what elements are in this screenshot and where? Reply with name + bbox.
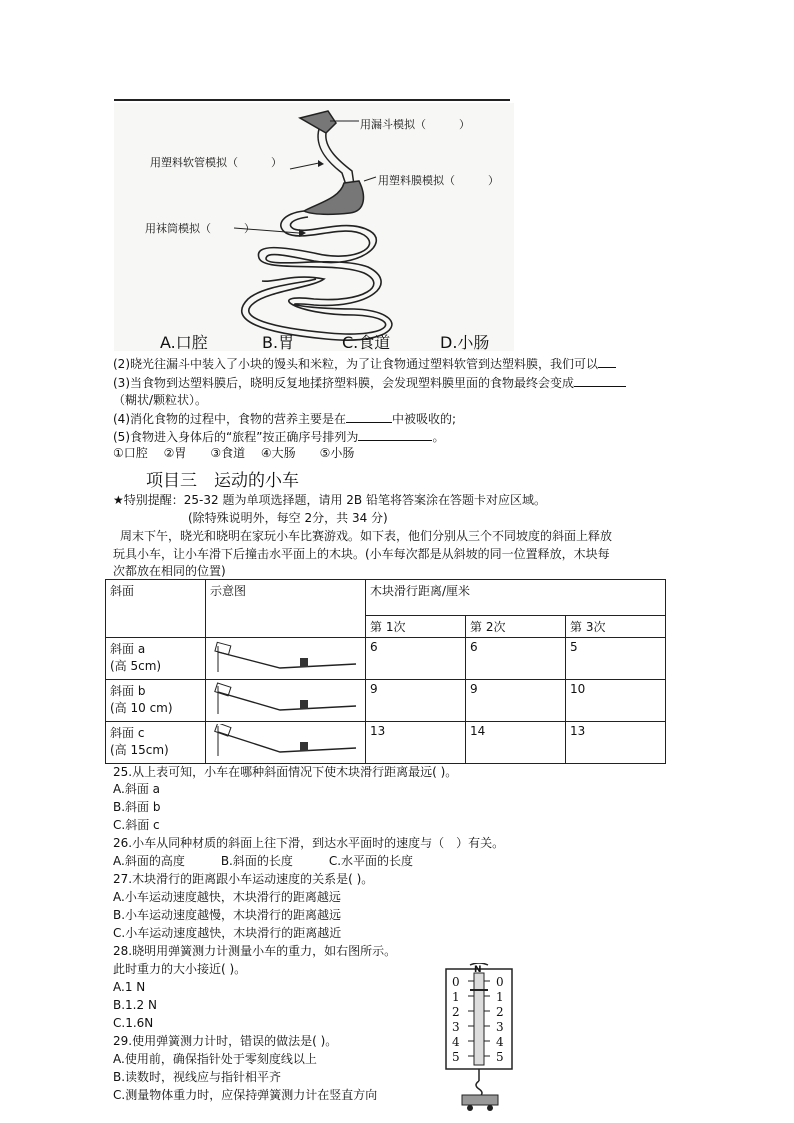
slope-height: (高 5cm) [110,659,162,673]
question-5-options: ①口腔 ②胃 ③食道 ④大肠 ⑤小肠 [113,446,355,460]
special-notice: ★特别提醒：25-32 题为单项选择题，请用 2B 铅笔将答案涂在答题卡对应区域。 [113,493,546,507]
value-cell: 9 [466,680,566,722]
funnel-shape [300,111,336,133]
question-2-text: (2)晓光往漏斗中装入了小块的馒头和米粒，为了让食物通过塑料软管到达塑料膜，我们可以 [113,357,599,371]
value-cell: 10 [566,680,666,722]
label-film: 用塑料膜模拟（ ） [378,174,499,187]
question-28-line2: 此时重力的大小接近( )。 [113,962,247,976]
question-5-text: (5)食物进入身体后的“旅程”按正确序号排列为 [113,430,359,444]
question-3-hint: （糊状/颗粒状）。 [113,393,208,407]
ramp-diagram-a [210,640,360,674]
question-3 [113,374,626,392]
table-row [106,680,666,722]
option-27b: B.小车运动速度越慢，木块滑行的距离越远 [113,908,342,922]
option-c: C.食道 [342,333,391,352]
tick-label: 2 [496,1005,504,1019]
option-27c: C.小车运动速度越快，木块滑行的距离越近 [113,926,342,940]
option-29c: C.测量物体重力时，应保持弹簧测力计在竖直方向 [113,1088,378,1102]
question-4 [113,410,456,428]
value-cell: 5 [566,638,666,680]
slope-name: 斜面 b [110,684,146,698]
option-27a: A.小车运动速度越快，木块滑行的距离越远 [113,890,341,904]
options-26: A.斜面的高度 B.斜面的长度 C.水平面的长度 [113,854,414,868]
option-25a: A.斜面 a [113,782,160,796]
blank-line [574,374,626,387]
question-5 [113,428,444,446]
tube-left [318,129,346,185]
header-diagram: 示意图 [206,580,366,638]
header-distance: 木块滑行距离/厘米 [366,580,666,616]
question-26: 26.小车从同种材质的斜面上往下滑，到达水平面时的速度与（ ）有关。 [113,836,505,850]
header-slope: 斜面 [106,580,206,638]
slope-name: 斜面 c [110,726,145,740]
ramp-diagram-c [210,724,360,758]
slope-cell [106,680,206,722]
label-sock: 用袜筒模拟（ ） [145,222,255,235]
intro-line-1: 周末下午，晓光和晓明在家玩小车比赛游戏。如下表，他们分别从三个不同坡度的斜面上释放 [120,529,613,543]
top-rule [114,99,510,101]
option-a: A.口腔 [160,333,208,352]
value-cell: 13 [366,722,466,764]
tick-label: 3 [452,1020,460,1034]
score-note: (除特殊说明外，每空 2分，共 34 分) [188,511,388,525]
header-trial-2: 第 2次 [466,616,566,638]
table-row [106,722,666,764]
leader-film [364,177,376,181]
option-25b: B.斜面 b [113,800,161,814]
slope-height: (高 15cm) [110,743,169,757]
tick-label: 5 [452,1050,460,1064]
option-28c: C.1.6N [113,1016,154,1030]
tick-label: 1 [452,990,460,1004]
tick-label: 5 [496,1050,504,1064]
toy-car-wheel [487,1105,493,1111]
tube-right [326,133,354,185]
toy-car-wheel [467,1105,473,1111]
slope-cell [106,638,206,680]
tick-label: 4 [496,1035,504,1049]
question-4-tail: 中被吸收的; [392,412,457,426]
slope-distance-table [105,579,666,764]
value-cell: 6 [366,638,466,680]
question-29: 29.使用弹簧测力计时，错误的做法是( )。 [113,1034,338,1048]
option-29b: B.读数时，视线应与指针相平齐 [113,1070,282,1084]
scale-left [452,975,460,1065]
blank-line [346,410,392,423]
option-25c: C.斜面 c [113,818,160,832]
question-25: 25.从上表可知，小车在哪种斜面情况下使木块滑行距离最远( )。 [113,765,458,779]
question-2 [113,355,616,373]
scale-right [496,975,504,1065]
spring-scale-figure [440,963,518,1113]
slope-name: 斜面 a [110,642,146,656]
spring-tube [474,973,484,1065]
question-3-text: (3)当食物到达塑料膜后，晓明反复地揉挤塑料膜，会发现塑料膜里面的食物最终会变成 [113,376,575,390]
tick-label: 3 [496,1020,504,1034]
intro-line-2: 玩具小车，让小车滑下后撞击水平面上的木块。(小车每次都是从斜坡的同一位置释放，木块每 [113,547,610,561]
value-cell: 14 [466,722,566,764]
diagram-cell [206,638,366,680]
tick-label: 0 [496,975,504,989]
tick-label: 1 [496,990,504,1004]
unit-label: N [474,965,482,975]
value-cell: 9 [366,680,466,722]
question-28: 28.晓明用弹簧测力计测量小车的重力，如右图所示。 [113,944,397,958]
option-28b: B.1.2 N [113,998,157,1012]
tick-label: 2 [452,1005,460,1019]
diagram-cell [206,680,366,722]
arrow-tube [318,160,324,167]
intro-line-3: 次都放在相同的位置) [113,564,226,578]
value-cell: 6 [466,638,566,680]
option-d: D.小肠 [440,333,490,352]
option-29a: A.使用前，确保指针处于零刻度线以上 [113,1052,317,1066]
leader-tube [290,163,319,169]
diagram-cell [206,722,366,764]
tick-label: 0 [452,975,460,989]
tick-label: 4 [452,1035,460,1049]
blank-line [598,355,616,368]
label-tube: 用塑料软管模拟（ ） [150,156,282,169]
value-cell: 13 [566,722,666,764]
header-trial-3: 第 3次 [566,616,666,638]
header-trial-1: 第 1次 [366,616,466,638]
option-b: B.胃 [262,333,295,352]
option-28a: A.1 N [113,980,146,994]
label-funnel: 用漏斗模拟（ ） [360,118,470,131]
blank-line [358,428,432,441]
stomach-shape [304,181,363,214]
question-27: 27.木块滑行的距离跟小车运动速度的关系是( )。 [113,872,374,886]
slope-cell [106,722,206,764]
section-title: 项目三 运动的小车 [146,471,299,491]
question-5-tail: 。 [432,430,445,444]
table-row [106,638,666,680]
ramp-diagram-b [210,682,360,716]
slope-height: (高 10 cm) [110,701,173,715]
toy-car-body [462,1095,498,1105]
question-4-text: (4)消化食物的过程中，食物的营养主要是在 [113,412,346,426]
